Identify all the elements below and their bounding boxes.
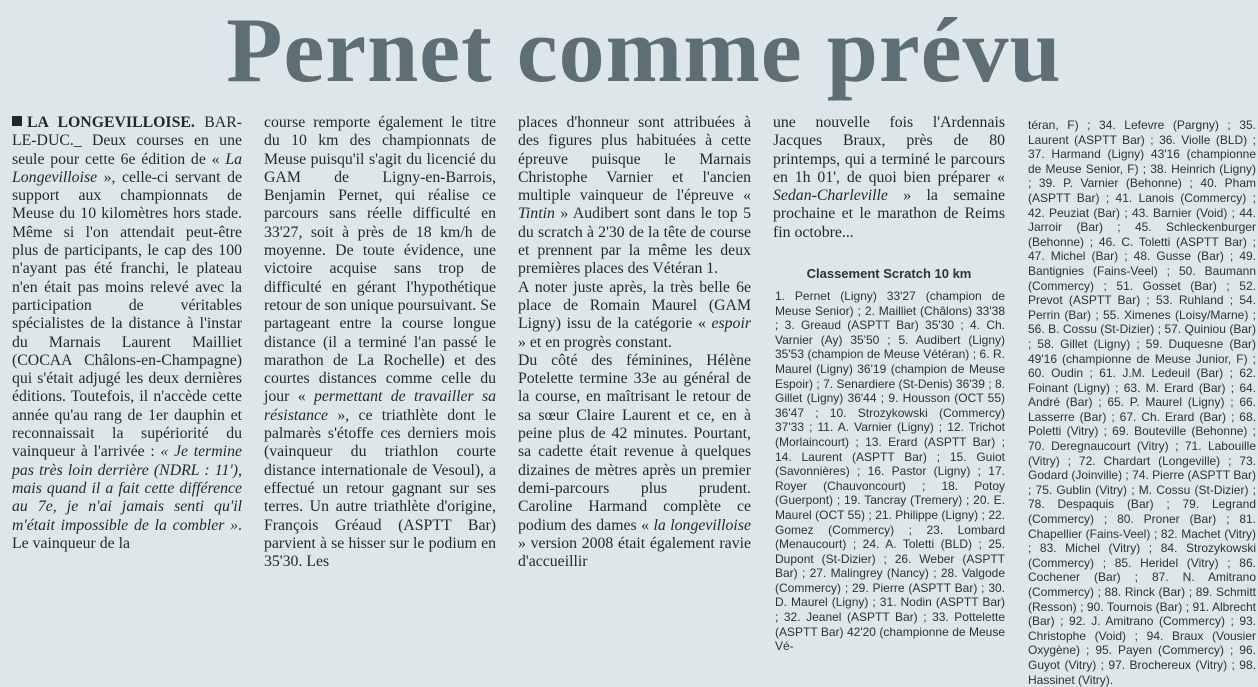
quote-resistance: permettant de travailler sa résistance [264,388,496,424]
article-text: » et en progrès constant. [518,333,672,351]
article-column-1 [12,114,242,670]
article-text: » Audibert sont dans le top 5 du scratch à 2'30 de la tête de course et prennent par la même les deux premières places des Vétéran 1. [518,205,751,278]
article-text: », celle-ci servant de support aux championnats de Meuse du 10 kilomètres hors stade. Même si l'on attendait peut-être plus de participants, le cap des 100 n'ayant pas été franchi, le plateau n'en était pas moins relevé avec la participation de véritables spécialistes de la distance à l'instar du Marnais Laurent Mailliet (COCAA Châlons-en-Champagne) qui s'était adjugé les deux dernières éditions. Toutefois, il n'accède cette année qu'au rang de 1er dauphin et reconnaissait la supériorité du vainqueur à l'arrivée : [12,168,242,461]
espoir-category: espoir [711,315,751,333]
article-text: une nouvelle fois l'Ardennais Jacques Braux, près de 80 printemps, qui a terminé le parcours en 1h 01', de quoi bien préparer « [773,114,1005,186]
article-text: A noter juste après, la très belle 6e place de Romain Maurel (GAM Ligny) issu de la catégorie « [518,278,751,333]
article-column-3 [518,114,751,670]
article-text: places d'honneur sont attribuées à des figures plus habituées à cette épreuve puisque le Marnais Christophe Varnier et l'ancien multiple vainqueur de l'épreuve « [518,114,751,205]
article-column-4 [773,114,1005,274]
article-text: . Le vainqueur de la [12,516,242,552]
results-list-part-2: téran, F) ; 34. Lefevre (Pargny) ; 35. Laurent (ASPTT Bar) ; 36. Violle (BLD) ; 37. Harmand (Ligny) 43'16 (championne de Meuse Senior, F) ; 38. Heinrich (Ligny) ; 39. P. Varnier (Behonne) ; 40. Pham (ASPTT Bar) ; 41. Lanois (Commercy) ; 42. Peuziat (Bar) ; 43. Barnier (Void) ; 44. Jarroir (Bar) ; 45. Schleckenburger (Behonne) ; 46. C. Toletti (ASPTT Bar) ; 47. Michel (Bar) ; 48. Gusse (Bar) ; 49. Bantignies (Fains-Veel) ; 50. Baumann (Commercy) ; 51. Gosset (Bar) ; 52. Prevot (ASPTT Bar) ; 53. Ruhland ; 54. Perrin (Bar) ; 55. Ximenes (Loisy/Marne) ; 56. B. Cossu (St-Dizier) ; 57. Quiniou (Bar) ; 58. Gillet (Ligny) ; 59. Duquesne (Bar) 49'16 (championne de Meuse Junior, F) ; 60. Oudin ; 61. J.M. Ledeuil (Bar) ; 62. Foinant (Ligny) ; 63. M. Erard (Bar) ; 64. André (Bar) ; 65. P. Maurel (Ligny) ; 66. Lasserre (Bar) ; 67. Ch. Erard (Bar) ; 68. Poletti (Vitry) ; 69. Bouteville (Behonne) ; 70. Deregnaucourt (Vitry) ; 71. Labouille (Vitry) ; 72. Chardart (Longeville) ; 73. Godard (Joinville) ; 74. Pierre (ASPTT Bar) ; 75. Gublin (Vitry) ; M. Cossu (St-Dizier) ; 78. Despaquis (Bar) ; 79. Legrand (Commercy) ; 80. Proner (Bar) ; 81. Chapellier (Fains-Veel) ; 82. Machet (Vitry) ; 83. Michel (Vitry) ; 84. Strozykowski (Commercy) ; 85. Heridel (Vitry) ; 86. Cochener (Bar) ; 87. N. Amitrano (Commercy) ; 88. Rinck (Bar) ; 89. Schmitt (Resson) ; 90. Tournois (Bar) ; 91. Albrecht (Bar) ; 92. J. Amitrano (Commercy) ; 93. Christophe (Void) ; 94. Braux (Vousier Oxygène) ; 95. Payen (Commercy) ; 96. Guyot (Vitry) ; 97. Brochereux (Vitry) ; 98. Hassinet (Vitry). [1028,118,1256,687]
sedan-charleville: Sedan-Charleville [773,187,888,205]
article-column-2 [264,114,496,670]
article-text: » version 2008 était également ravie d'accueillir [518,534,751,571]
event-name: La Longevilloise [12,150,242,186]
event-name-2: la longevilloise [653,516,751,534]
article-text: BAR-LE-DUC._ Deux courses en une seule pour cette 6e édition de « [12,114,242,168]
results-list-part-1: 1. Pernet (Ligny) 33'27 (champion de Meuse Senior) ; 2. Mailliet (Châlons) 33'38 ; 3. Greaud (ASPTT Bar) 35'30 ; 4. Ch. Varnier (Ay) 35'50 ; 5. Audibert (Ligny) 35'53 (champion de Meuse Vétéran) ; 6. R. Maurel (Ligny) 36'19 (champion de Meuse Espoir) ; 7. Senardiere (St-Denis) 36'39 ; 8. Gillet (Ligny) 36'44 ; 9. Housson (OCT 55) 36'47 ; 10. Strozykowski (Commercy) 37'33 ; 11. A. Varnier (Ligny) ; 12. Trichot (Morlaincourt) ; 13. Erard (ASPTT Bar) ; 14. Laurent (ASPTT Bar) ; 15. Guiot (Savonnières) ; 16. Pastor (Ligny) ; 17. Royer (Chauvoncourt) ; 18. Potoy (Guerpont) ; 19. Tancray (Tremery) ; 20. E. Maurel (OCT 55) ; 21. Philippe (Ligny) ; 22. Gomez (Commercy) ; 23. Lombard (Menaucourt) ; 24. A. Toletti (BLD) ; 25. Dupont (St-Dizier) ; 26. Weber (ASPTT Bar) ; 27. Malingrey (Nancy) ; 28. Valgode (Commercy) ; 29. Pierre (ASPTT Bar) ; 30. D. Maurel (Ligny) ; 31. Nodin (ASPTT Bar) ; 32. Jeanel (ASPTT Bar) ; 33. Pottelette (ASPTT Bar) 42'20 (championne de Meuse Vé- [775,289,1005,654]
article-kicker: LA LONGEVILLOISE. [27,114,195,131]
winner-quote: « Je termine pas très loin derrière (NDRL : 11'), mais quand il a fait cette différence au 7e, je n'ai jamais senti qu'il m'était impossible de la combler » [12,443,242,534]
results-title: Classement Scratch 10 km [806,266,972,281]
headline: Pernet comme prévu [226,0,1062,101]
article-text: Du côté des féminines, Hélène Potelette termine 33e au général de la course, en maîtrisant le retour de sa sœur Claire Laurent et ce, en à peine plus de 42 minutes. Pourtant, sa cadette était revenue à quelques dizaines de mètres après un premier demi-parcours plus prudent. Caroline Harmand complète ce podium des dames « [518,351,751,534]
article-text: », ce triathlète dont le palmarès s'étoffe ces derniers mois (vainqueur du triathlon courte distance internationale de Vesoul), a effectué un retour gagnant sur ses terres. Un autre triathlète d'origine, François Gréaud (ASPTT Bar) parvient à se hisser sur le podium en 35'30. Les [264,406,496,571]
article-text: course remporte également le titre du 10 km des championnats de Meuse puisqu'il s'agit du licencié du GAM de Ligny-en-Barrois, Benjamin Pernet, qui réalise ce parcours sans réelle difficulté en 33'27, soit à près de 18 km/h de moyenne. De toute évidence, une victoire acquise sans trop de difficulté en gérant l'hypothétique retour de son unique poursuivant. Se partageant entre la course longue distance (il a terminé l'an passé le marathon de La Rochelle) et des courtes distances comme celle du jour « [264,114,496,406]
bullet-square-icon [12,116,22,126]
tintin-name: Tintin [518,205,555,223]
article-text: » la semaine prochaine et le marathon de Reims fin octobre... [773,187,1005,241]
